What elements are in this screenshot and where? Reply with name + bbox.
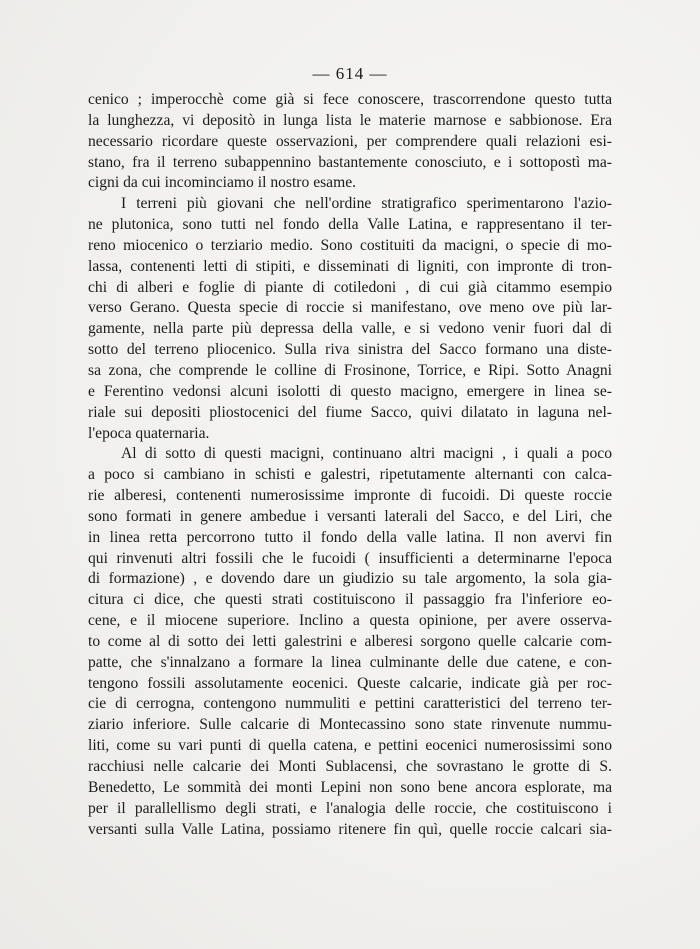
text-line: a poco si cambiano in schisti e galestri, ripetutamente alternanti con calca- [88,466,612,484]
text-line: racchiusi nelle calcarie dei Monti Sublacensi, che sovrastano le grotte di S. [88,758,612,775]
text-line: verso Gerano. Questa specie di roccie si manifestano, ove meno ove più lar- [88,299,612,317]
text-line: necessario ricordare queste osservazioni, per comprendere quali relazioni esi- [88,132,612,150]
text-line: cigni da cui incominciamo il nostro esame. [88,174,357,192]
text-line: qui rinvenuti altri fossili che le fucoidi ( insufficienti a determinarne l'epoca [88,549,612,567]
text-line: ziario inferiore. Sulle calcarie di Montecassino sono state rinvenute nummu- [88,716,612,734]
text-line: gamente, nella parte più depressa della valle, e si vedono venir fuori dal di [88,320,612,338]
text-line: l'epoca quaternaria. [88,424,210,442]
text-line: patte, che s'innalzano a formare la linea culminante delle due catene, e con- [88,653,612,671]
paragraph-2 [88,194,612,444]
text-line: tengono fossili assolutamente eocenici. Queste calcarie, indicate già per roc- [88,674,612,692]
paragraph-1 [88,90,612,194]
text-line: sa zona, che comprende le colline di Frosinone, Torrice, e Ripi. Sotto Anagni [88,361,612,379]
text-line: riale sui depositi pliostocenici del fiume Sacco, quivi dilatato in laguna nel- [88,403,612,421]
text-line: sono formati in genere ambedue i versanti laterali del Sacco, e del Liri, che [88,507,612,525]
text-line: citura ci dice, che questi strati costituiscono il passaggio fra l'inferiore eo- [88,591,612,609]
text-line: Al di sotto di questi macigni, continuano altri macigni , i quali a poco [121,445,612,463]
text-line: e Ferentino vedonsi alcuni isolotti di questo macigno, emergere in linea se- [88,382,612,400]
text-line: di formazione) , e dovendo dare un giudizio su tale argomento, la sola gia- [88,570,612,588]
text-line: to come al di sotto dei letti galestrini e alberesi sorgono quelle calcarie com- [88,632,612,650]
text-line: reno miocenico o terziario medio. Sono costituiti da macigni, o specie di mo- [88,236,612,254]
text-line: per il parallellismo degli strati, e l'analogia delle roccie, che costituiscono i [88,799,612,817]
paragraph-3 [88,444,612,840]
text-line: Benedetto, Le sommità dei monti Lepini non sono bene ancora esplorate, ma [88,778,612,796]
text-line: cene, e il miocene superiore. Inclino a questa opinione, per avere osserva- [88,612,612,630]
text-line: I terreni più giovani che nell'ordine stratigrafico sperimentarono l'azio- [121,195,612,213]
text-line: versanti sulla Valle Latina, possiamo ritenere fin quì, quelle roccie calcari sia- [88,820,612,838]
text-line: liti, come su vari punti di quella catena, e pettini eocenici numerosissimi sono [88,737,612,755]
text-line: chi di alberi e foglie di piante di cotiledoni , di cui già citammo esempio [88,278,612,296]
text-line: cenico ; imperocchè come già si fece conoscere, trascorrendone questo tutta [88,91,612,108]
text-line: in linea retta percorrono tutto il fondo della valle latina. Il non avervi fin [88,528,612,546]
text-line: la lunghezza, vi depositò in lunga lista le materie marnose e sabbionose. Era [88,111,612,129]
text-line: stano, fra il terreno subappennino bastantemente conosciuto, e i sottopostì ma- [88,153,612,171]
text-line: cie di cerrogna, contengono nummuliti e pettini caratteristici del terreno ter- [88,695,612,713]
body-text [88,90,612,840]
page-number: — 614 — [312,64,388,83]
text-line: sotto del terreno pliocenico. Sulla riva sinistra del Sacco formano una diste- [88,341,612,359]
text-line: ne plutonica, sono tutti nel fondo della Valle Latina, e rappresentano il ter- [88,216,612,234]
text-line: rie alberesi, contenenti numerosissime impronte di fucoidi. Di queste roccie [88,487,612,505]
text-line: lassa, contenenti letti di stipiti, e disseminati di ligniti, con impronte di tron- [88,257,612,275]
